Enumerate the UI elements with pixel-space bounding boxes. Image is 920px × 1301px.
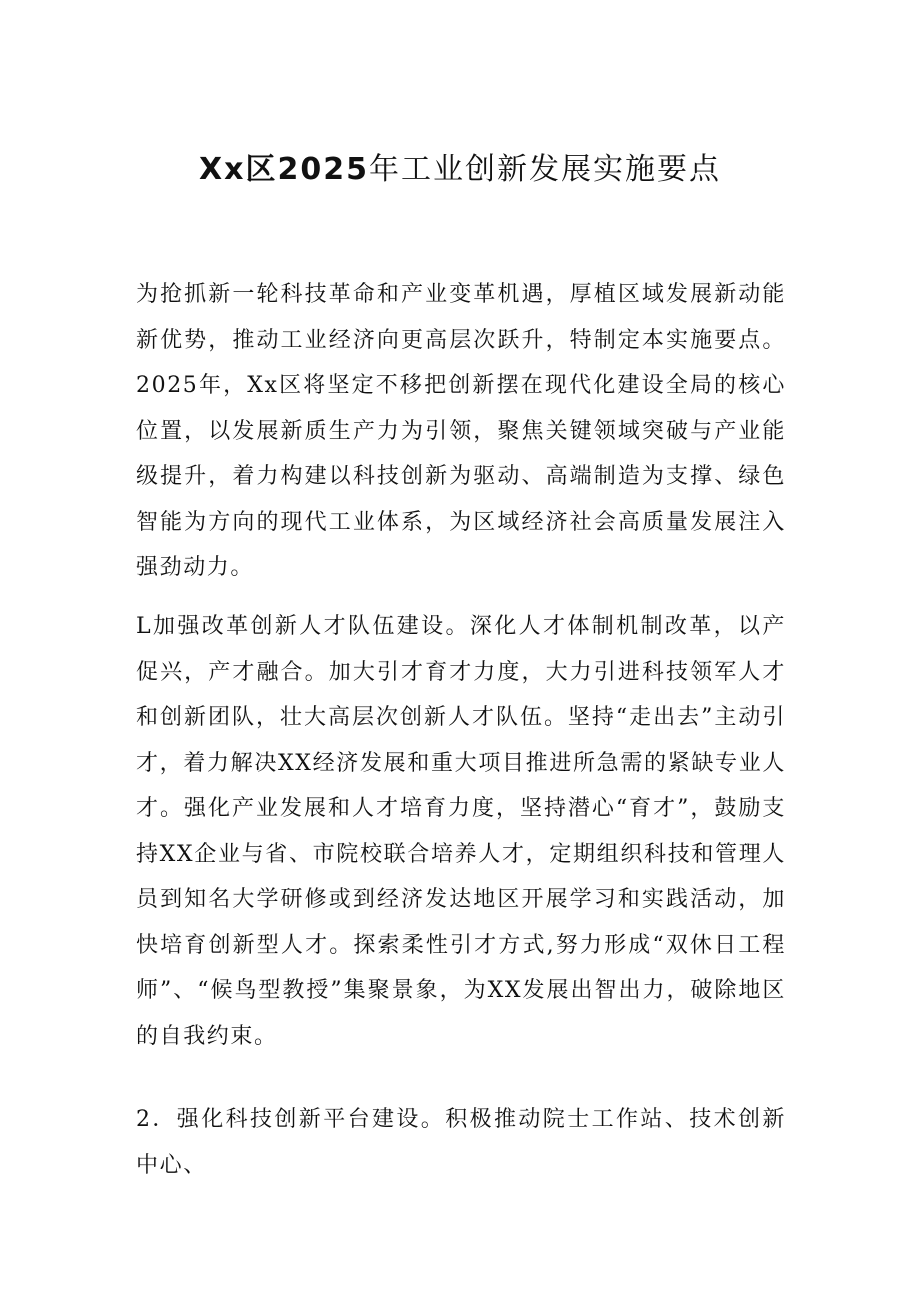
item-2-paragraph: 2．强化科技创新平台建设。积极推动院士工作站、技术创新中心、 [136, 1107, 786, 1178]
intro-paragraph: 为抢抓新一轮科技革命和产业变革机遇，厚植区域发展新动能新优势，推动工业经济向更高层次跃升，特制定本实施要点。2025年，Xx区将坚定不移把创新摆在现代化建设全局的核心位置，以发展新质生产力为引领，聚焦关键领域突破与产业能级提升，着力构建以科技创新为驱动、高端制造为支撑、绿色智能为方向的现代工业体系，为区域经济社会高质量发展注入强劲动力。 [136, 282, 786, 580]
item-1-paragraph: L加强改革创新人才队伍建设。深化人才体制机制改革，以产促兴，产才融合。加大引才育才力度，大力引进科技领军人才和创新团队，壮大高层次创新人才队伍。坚持“走出去”主动引才，着力解决XX经济发展和重大项目推进所急需的紧缺专业人才。强化产业发展和人才培育力度，坚持潜心“育才”，鼓励支持XX企业与省、市院校联合培养人才，定期组织科技和管理人员到知名大学研修或到经济发达地区开展学习和实践活动，加快培育创新型人才。探索柔性引才方式,努力形成“双休日工程师”、“候鸟型教授”集聚景象，为XX发展出智出力，破除地区的自我约束。 [136, 614, 786, 1049]
title-suffix: 年工业创新发展实施要点 [368, 152, 721, 187]
document-title [0, 146, 920, 194]
title-year: 2025 [277, 152, 369, 187]
title-prefix: Xx区 [199, 152, 278, 187]
